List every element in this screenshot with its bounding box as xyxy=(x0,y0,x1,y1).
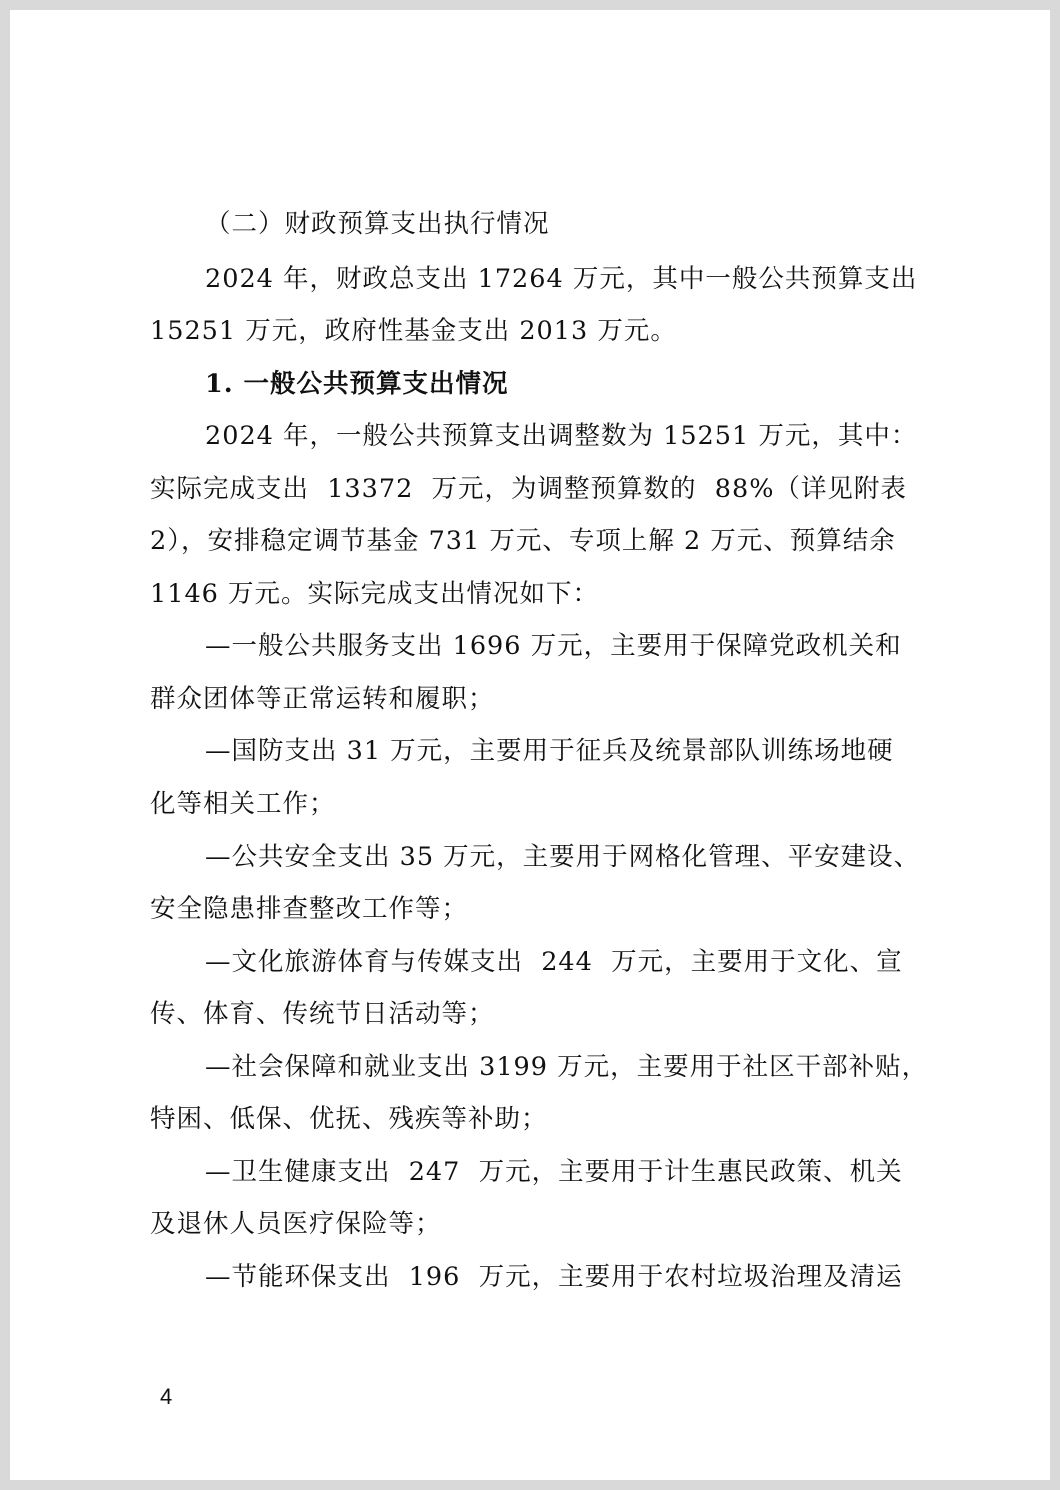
list-item-line: 安全隐患排查整改工作等； xyxy=(150,894,469,924)
paragraph-line: 1146 万元。实际完成支出情况如下： xyxy=(150,579,600,609)
paragraph-line: 15251 万元，政府性基金支出 2013 万元。 xyxy=(150,316,677,346)
list-item-line: —节能环保支出 196 万元，主要用于农村垃圾治理及清运 xyxy=(205,1262,903,1292)
section-heading: （二）财政预算支出执行情况 xyxy=(205,209,550,239)
paragraph-line: 2024 年，财政总支出 17264 万元，其中一般公共预算支出 xyxy=(205,264,918,294)
list-item-line: —一般公共服务支出 1696 万元，主要用于保障党政机关和 xyxy=(205,631,902,661)
paragraph-line: 实际完成支出 13372 万元，为调整预算数的 88%（详见附表 xyxy=(150,474,907,504)
list-item-line: 群众团体等正常运转和履职； xyxy=(150,684,495,714)
list-item-line: —卫生健康支出 247 万元，主要用于计生惠民政策、机关 xyxy=(205,1157,903,1187)
list-item-line: —文化旅游体育与传媒支出 244 万元，主要用于文化、宣 xyxy=(205,947,903,977)
list-item-line: 特困、低保、优抚、残疾等补助； xyxy=(150,1104,548,1134)
list-item-line: 传、体育、传统节日活动等； xyxy=(150,999,495,1029)
subsection-heading: 1. 一般公共预算支出情况 xyxy=(205,369,509,399)
list-item-line: —国防支出 31 万元，主要用于征兵及统景部队训练场地硬 xyxy=(205,736,894,766)
page-number: 4 xyxy=(160,1384,173,1409)
list-item-line: —社会保障和就业支出 3199 万元，主要用于社区干部补贴， xyxy=(205,1052,929,1082)
list-item-line: 化等相关工作； xyxy=(150,789,336,819)
list-item-line: 及退休人员医疗保险等； xyxy=(150,1209,442,1239)
paragraph-line: 2），安排稳定调节基金 731 万元、专项上解 2 万元、预算结余 xyxy=(150,526,896,556)
paragraph-line: 2024 年，一般公共预算支出调整数为 15251 万元，其中： xyxy=(205,421,918,451)
list-item-line: —公共安全支出 35 万元，主要用于网格化管理、平安建设、 xyxy=(205,842,921,872)
